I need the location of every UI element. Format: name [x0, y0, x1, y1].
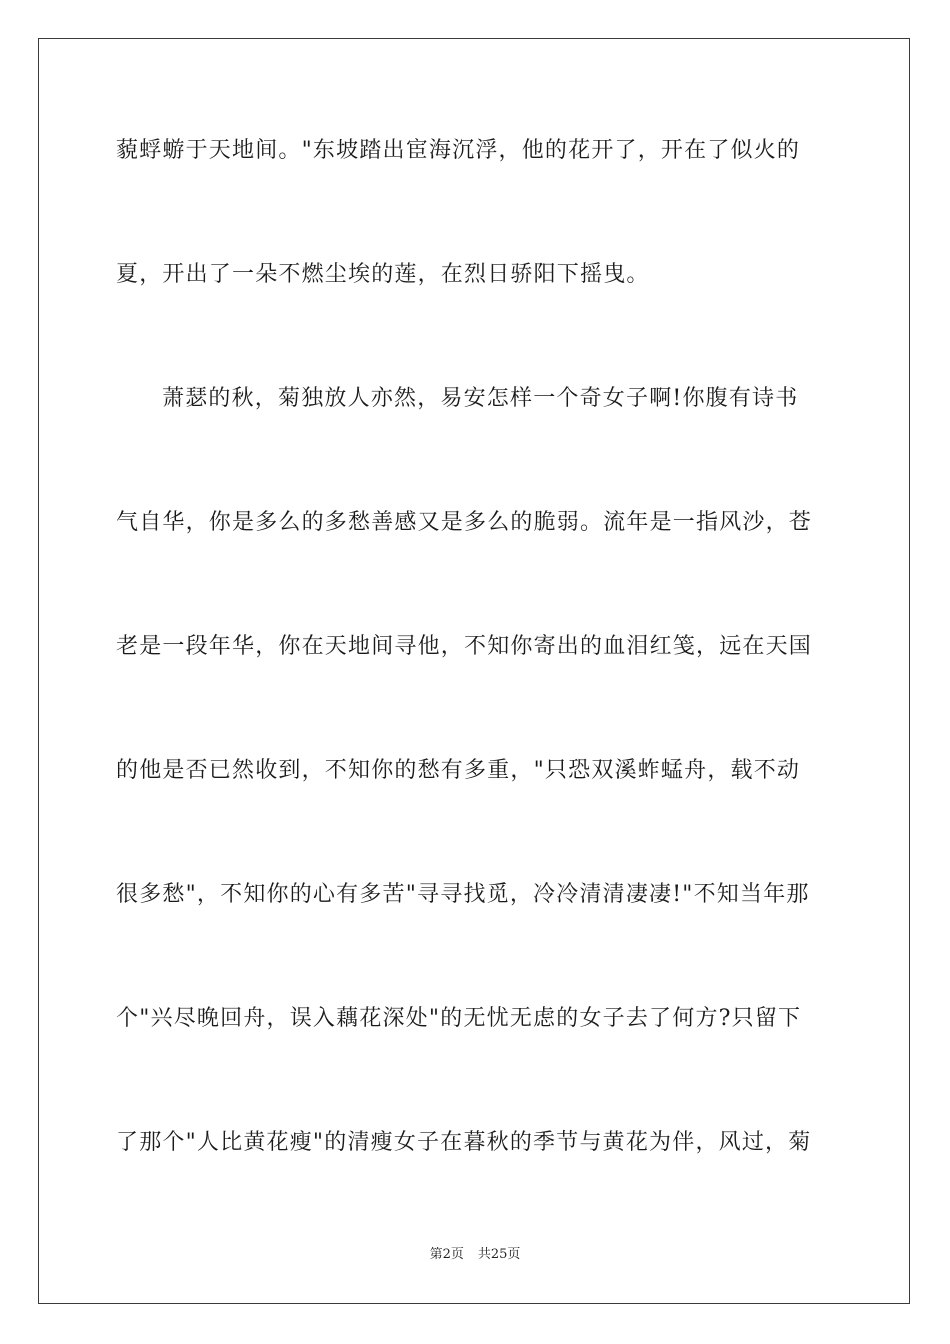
paragraph-line: 萧瑟的秋，菊独放人亦然，易安怎样一个奇女子啊!你腹有诗书 — [162, 386, 799, 411]
paragraph-line: 夏，开出了一朵不燃尘埃的莲，在烈日骄阳下摇曳。 — [116, 262, 650, 287]
page-footer — [0, 1246, 950, 1264]
paragraph-line: 的他是否已然收到，不知你的愁有多重，"只恐双溪蚱蜢舟，载不动 — [116, 758, 801, 783]
page-total: 共25页 — [477, 1247, 521, 1262]
paragraph-line: 气自华，你是多么的多愁善感又是多么的脆弱。流年是一指风沙，苍 — [116, 510, 813, 535]
page-border — [38, 38, 910, 1304]
paragraph-line: 老是一段年华，你在天地间寻他，不知你寄出的血泪红笺，远在天国 — [116, 634, 813, 659]
paragraph-line: 很多愁"，不知你的心有多苦"寻寻找觅，冷冷清清凄凄!"不知当年那 — [116, 882, 810, 907]
paragraph-line: 藐蜉蝣于天地间。"东坡踏出宦海沉浮，他的花开了，开在了似火的 — [116, 138, 801, 163]
paragraph-line: 了那个"人比黄花瘦"的清瘦女子在暮秋的季节与黄花为伴，风过，菊 — [116, 1130, 812, 1155]
paragraph-line: 个"兴尽晚回舟，误入藕花深处"的无忧无虑的女子去了何方?只留下 — [116, 1006, 802, 1031]
page-number: 第2页 — [429, 1247, 464, 1262]
